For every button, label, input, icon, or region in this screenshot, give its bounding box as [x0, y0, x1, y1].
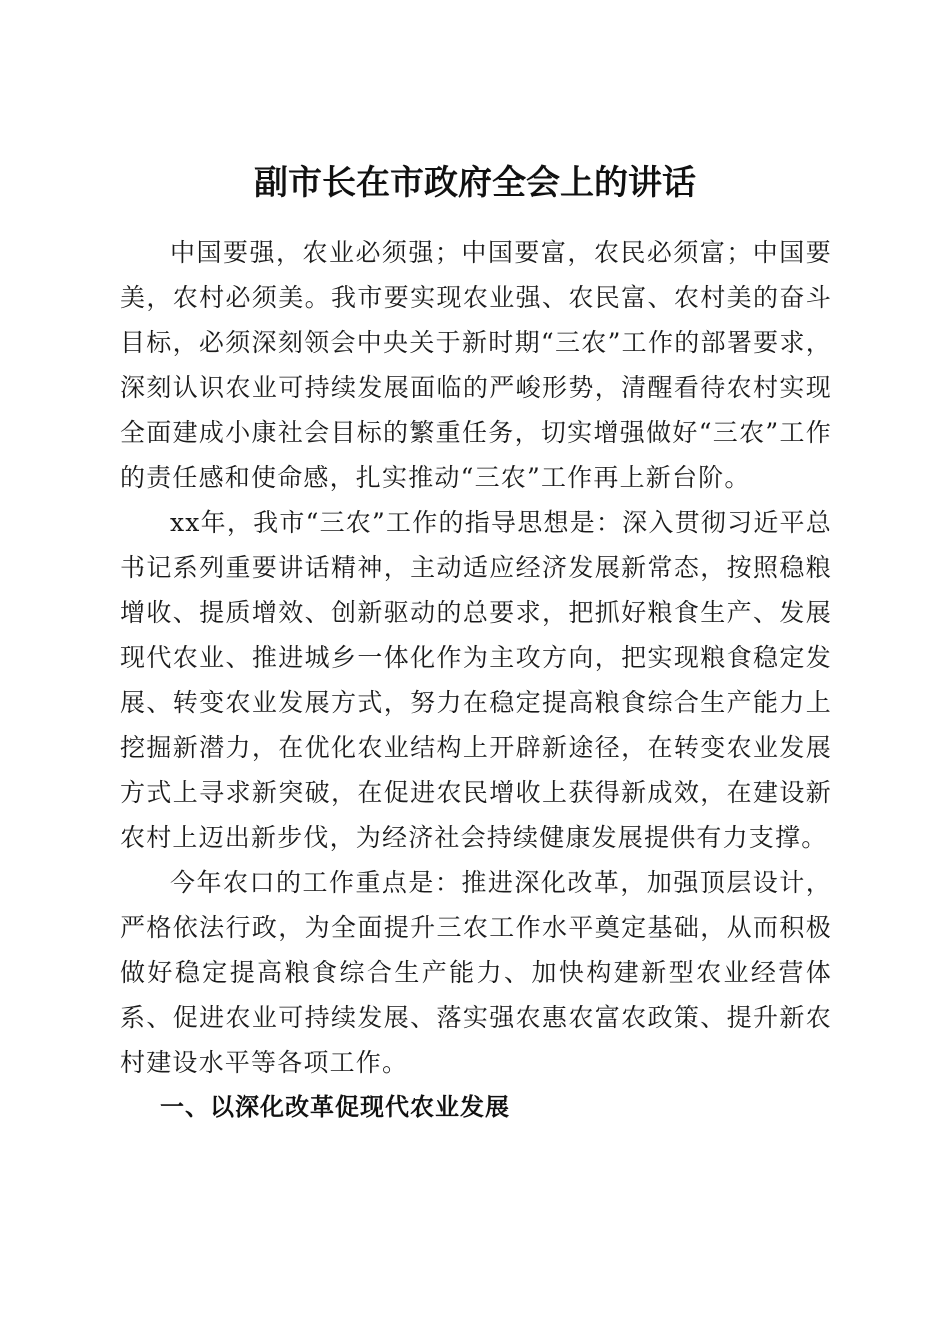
body-paragraph: 中国要强，农业必须强；中国要富，农民必须富；中国要美，农村必须美。我市要实现农业强、农民富、农村美的奋斗目标，必须深刻领会中央关于新时期“三农”工作的部署要求，深刻认识农业可持续发展面临的严峻形势，清醒看待农村实现全面建成小康社会目标的繁重任务，切实增强做好“三农”工作的责任感和使命感，扎实推动“三农”工作再上新台阶。: [120, 238, 832, 492]
body-paragraph: xx年，我市“三农”工作的指导思想是：深入贯彻习近平总书记系列重要讲话精神，主动适应经济发展新常态，按照稳粮增收、提质增效、创新驱动的总要求，把抓好粮食生产、发展现代农业、推进城乡一体化作为主攻方向，把实现粮食稳定发展、转变农业发展方式，努力在稳定提高粮食综合生产能力上挖掘新潜力，在优化农业结构上开辟新途径，在转变农业发展方式上寻求新突破，在促进农民增收上获得新成效，在建设新农村上迈出新步伐，为经济社会持续健康发展提供有力支撑。: [120, 508, 832, 852]
body-paragraph: 今年农口的工作重点是：推进深化改革，加强顶层设计，严格依法行政，为全面提升三农工作水平奠定基础，从而积极做好稳定提高粮食综合生产能力、加快构建新型农业经营体系、促进农业可持续发展、落实强农惠农富农政策、提升新农村建设水平等各项工作。: [120, 868, 832, 1077]
section-heading: 一、以深化改革促现代农业发展: [160, 1093, 510, 1121]
document-body: [120, 230, 832, 1130]
document-title: 副市长在市政府全会上的讲话: [254, 162, 696, 203]
